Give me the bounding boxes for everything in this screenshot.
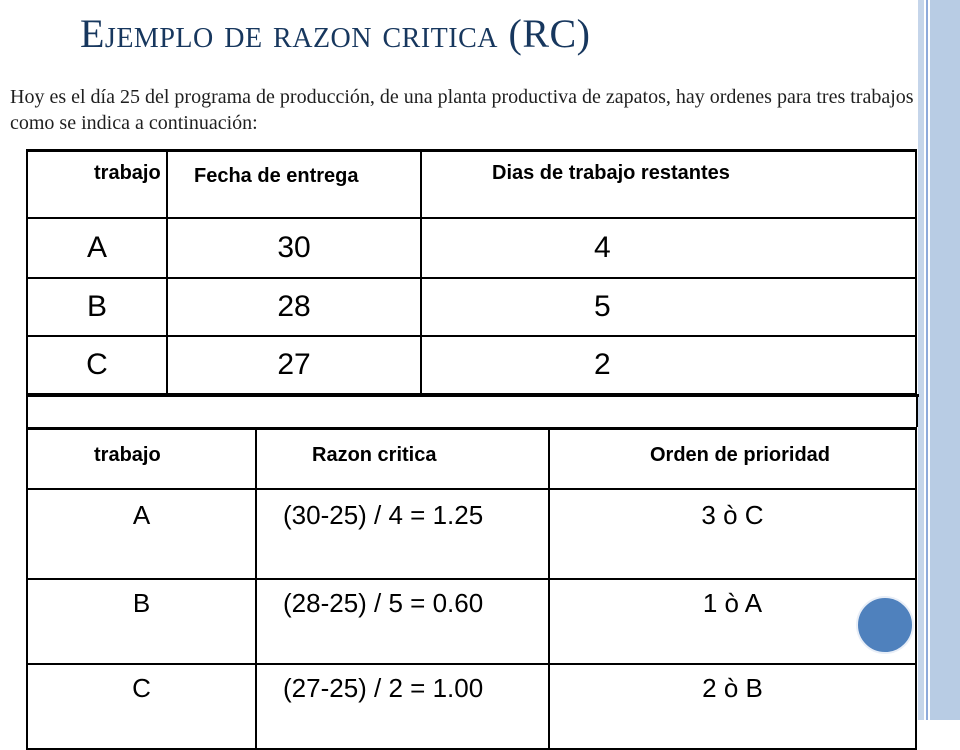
cell-orden: 2 ò B (549, 664, 916, 749)
critical-ratio-table (26, 427, 917, 750)
cell-trabajo: B (27, 579, 256, 664)
table-row (27, 579, 916, 664)
header-razon-critica: Razon critica (256, 429, 549, 489)
header-trabajo: trabajo (27, 429, 256, 489)
cell-razon-critica: (27-25) / 2 = 1.00 (256, 664, 549, 749)
cell-fecha: 27 (167, 336, 421, 394)
cell-razon-critica: (30-25) / 4 = 1.25 (256, 489, 549, 579)
cell-trabajo: C (27, 336, 167, 394)
cell-orden: 1 ò A (549, 579, 916, 664)
cell-dias: 4 (421, 218, 916, 278)
table-divider-left (26, 397, 28, 427)
header-orden-prioridad: Orden de prioridad (549, 429, 916, 489)
table-row (27, 664, 916, 749)
header-trabajo: trabajo (27, 151, 167, 218)
table-divider-right (916, 397, 918, 427)
cell-dias: 2 (421, 336, 916, 394)
cell-trabajo: A (27, 218, 167, 278)
table-row (27, 489, 916, 579)
table-row (27, 218, 916, 278)
cell-razon-critica: (28-25) / 5 = 0.60 (256, 579, 549, 664)
header-dias: Dias de trabajo restantes (421, 151, 916, 218)
cell-orden: 3 ò C (549, 489, 916, 579)
cell-fecha: 30 (167, 218, 421, 278)
jobs-table (26, 149, 917, 395)
cell-trabajo: B (27, 278, 167, 336)
table-divider (26, 394, 919, 397)
cell-fecha: 28 (167, 278, 421, 336)
cell-dias: 5 (421, 278, 916, 336)
intro-text: Hoy es el día 25 del programa de producción, de una planta productiva de zapatos, hay ordenes para tres trabajos como se indica a continuación: (10, 86, 914, 134)
table-row (27, 336, 916, 394)
header-fecha: Fecha de entrega (167, 151, 421, 218)
cell-trabajo: A (27, 489, 256, 579)
cell-trabajo: C (27, 664, 256, 749)
table-row (27, 278, 916, 336)
slide-title: Ejemplo de razon critica (RC) (80, 11, 591, 56)
